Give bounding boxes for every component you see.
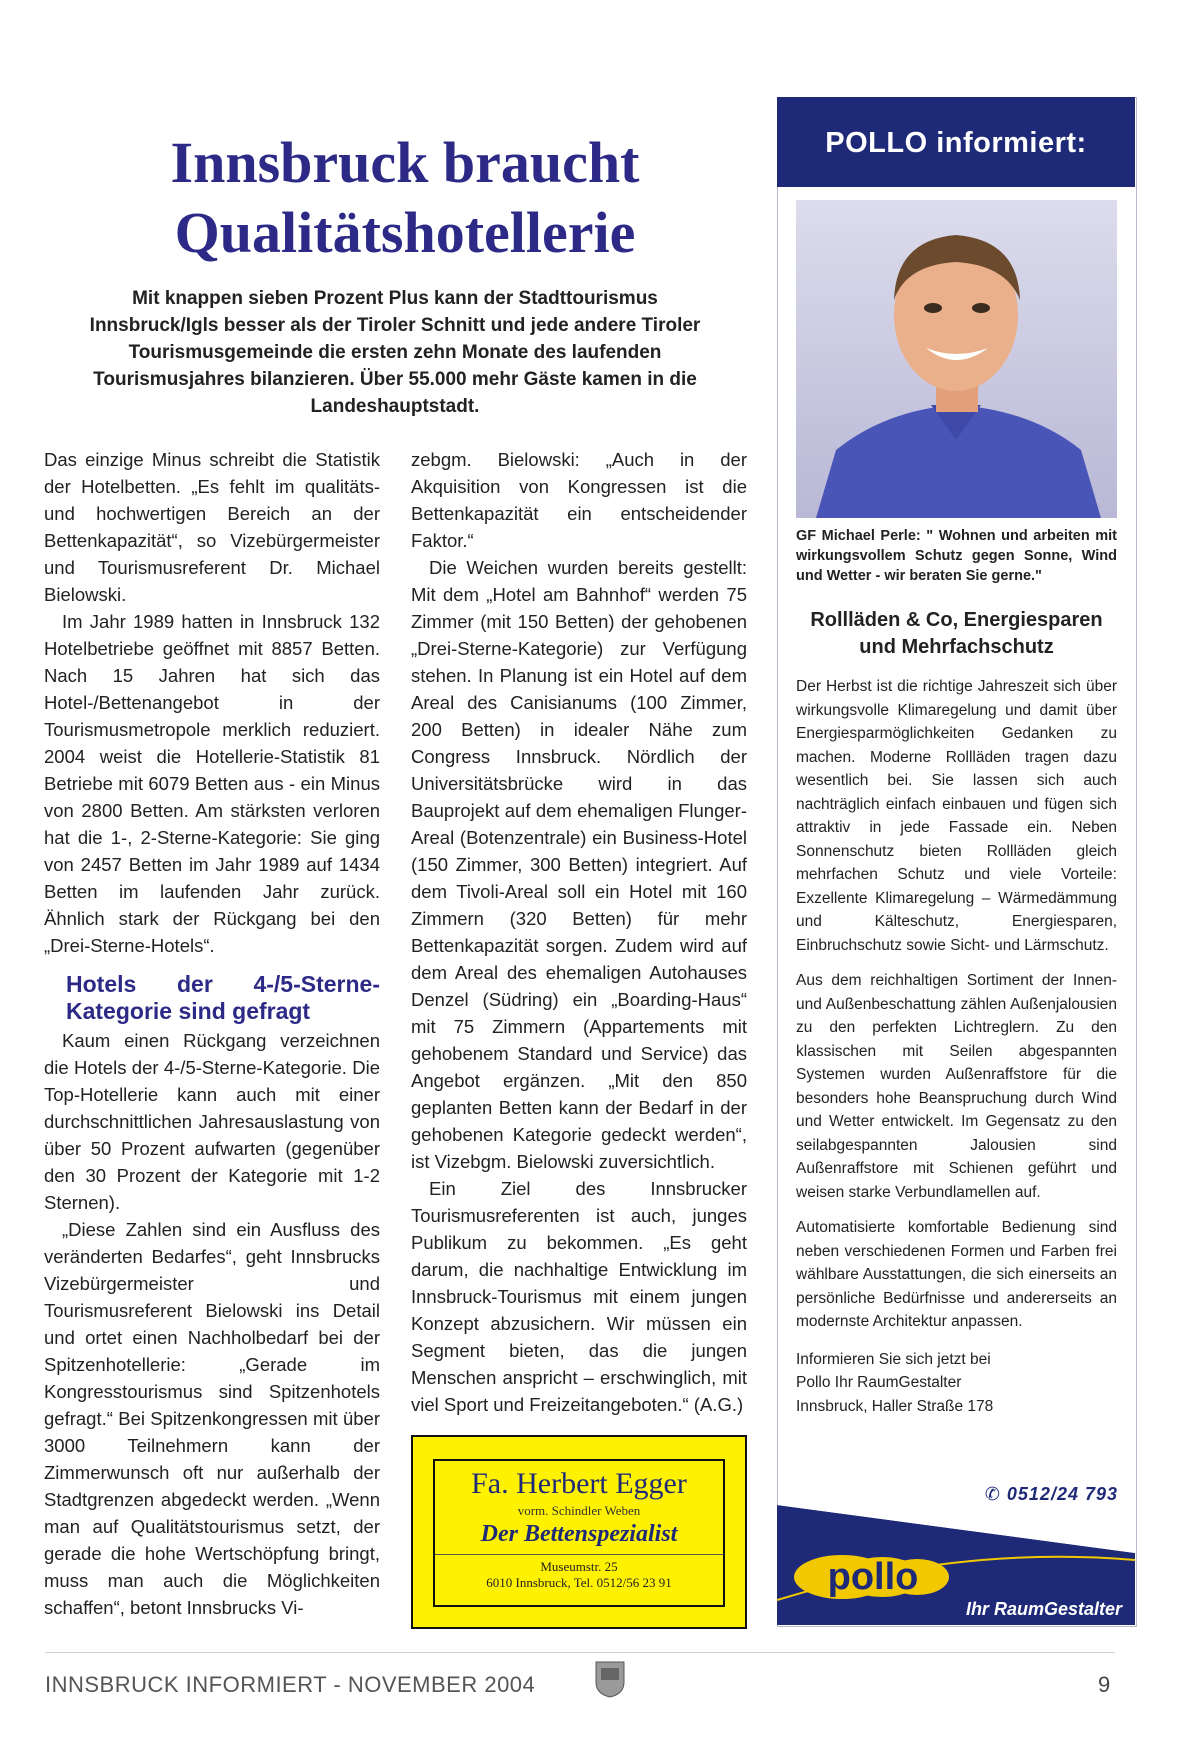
pollo-logo <box>777 1505 1135 1625</box>
contact-line: Innsbruck, Haller Straße 178 <box>796 1397 994 1415</box>
sidebar-paragraph: Automatisierte komfortable Bedienung sind neben verschiedenen Formen und Farben frei wählbare Ausstattungen, die sich einerseits an persönliche Bedürfnisse und andererseits an modernste Architektur anpassen. <box>796 1219 1117 1330</box>
paragraph: Die Weichen wurden bereits gestellt: Mit dem „Hotel am Bahnhof“ werden 75 Zimmer (mit 150 Betten) der gehobenen „Drei-Sterne-Kategorie) zur Verfügung stehen. In Planung ist ein Hotel auf dem Areal des Canisianums (100 Zimmer, 200 Betten) in idealer Nähe zum Congress Innsbruck. Nördlich der Universitätsbrücke wird in das Bauprojekt auf dem ehemaligen Flunger-Areal (Botenzentrale) ein Business-Hotel (150 Zimmer, 300 Betten) integriert. Auf dem Tivoli-Areal soll ein Hotel mit 160 Zimmern (320 Betten) für mehr Bettenkapazität sorgen. Zudem wird auf dem Areal des ehemaligen Autohauses Denzel (Südring) ein „Boarding-Haus“ mit 75 Zimmern (Appartements mit gehobenem Standard und Service) das Angebot ergänzen. „Mit den 850 geplanten Betten kann der Bedarf in der gehobenen Kategorie gedeckt werden“, ist Vizebgm. Bielowski zuversichtlich. <box>411 557 747 1172</box>
phone-number: ✆ 0512/24 793 <box>984 1484 1118 1504</box>
contact-line: Pollo Ihr RaumGestalter <box>796 1374 962 1391</box>
paragraph: zebgm. Bielowski: „Auch in der Akquisition von Kongressen ist die Bettenkapazität ein entscheidender Faktor.“ <box>411 449 747 551</box>
article-column-2 <box>411 446 747 1418</box>
ad-company-name: Fa. Herbert Egger <box>471 1467 687 1500</box>
sidebar-paragraph: Der Herbst ist die richtige Jahreszeit sich über wirkungsvolle Klimaregelung und damit über Energiesparmöglichkeiten Gedanken zu machen. Moderne Rollläden tragen dazu wesentlich bei. Sie lassen sich auch nachträglich einfach einbauen und fügen sich attraktiv in jede Fassade ein. Neben Sonnenschutz bieten Rollläden gleich mehrfachen Schutz und viele Vorteile: Exzellente Klimaregelung – Wärmedämmung und Kälteschutz, Energiesparen, Einbruchschutz sowie Sicht- und Lärmschutz. <box>796 678 1117 954</box>
logo-slogan: Ihr RaumGestalter <box>965 1599 1122 1619</box>
contact-line: Informieren Sie sich jetzt bei <box>796 1350 991 1368</box>
footer-publication: INNSBRUCK INFORMIERT - NOVEMBER 2004 <box>45 1672 536 1697</box>
page-number: 9 <box>1098 1672 1111 1697</box>
article-column-1 <box>44 446 380 1621</box>
portrait-photo <box>796 200 1117 518</box>
sidebar-header: POLLO informiert: <box>777 97 1135 187</box>
contact-info <box>796 1348 1117 1419</box>
ad-specialty: Der Bettenspezialist <box>480 1521 678 1547</box>
ad-city-phone: 6010 Innsbruck, Tel. 0512/56 23 91 <box>486 1575 672 1590</box>
sidebar-paragraph: Aus dem reichhaltigen Sortiment der Innen- und Außenbeschattung zählen Außenjalousien zu den perfekten Lichtreglern. Zu den klassischen mit Seilen abgespannten Systemen wurden Außenraffstore für die besonders hohe Beanspruchung durch Wind und Wetter entwickelt. Im Gegensatz zu den seilabgespannten Jalousien sind Außenraffstore mit Schienen geführt und weisen starke Verbundlamellen auf. <box>796 972 1117 1201</box>
paragraph: Im Jahr 1989 hatten in Innsbruck 132 Hotelbetriebe geöffnet mit 8857 Betten. Nach 15 Jahren hat sich das Hotel-/Bettenangebot in der Tourismusmetropole merklich reduziert. 2004 weist die Hotellerie-Statistik 81 Betriebe mit 6079 Betten aus - ein Minus von 2800 Betten. Am stärksten verloren hat die 1-, 2-Sterne-Kategorie: Sie ging von 2457 Betten im Jahr 1989 auf 1434 Betten im laufenden Jahr zurück. Ähnlich stark der Rückgang bei den „Drei-Sterne-Hotels“. <box>44 611 380 956</box>
ad-subtitle: vorm. Schindler Weben <box>517 1503 641 1518</box>
photo-caption: GF Michael Perle: " Wohnen und arbeiten mit wirkungsvollem Schutz gegen Sonne, Wind und Wetter - wir beraten Sie gerne." <box>796 528 1117 584</box>
paragraph: Kaum einen Rückgang verzeichnen die Hotels der 4-/5-Sterne-Kategorie. Die Top-Hotellerie kann auch mit einer durchschnittlichen Jahresauslastung von über 50 Prozent aufwarten (gegenüber den 30 Prozent der Kategorie mit 1-2 Sternen). <box>44 1030 380 1213</box>
ad-frame <box>433 1459 725 1607</box>
pollo-logo-band <box>777 1505 1135 1625</box>
sidebar-body <box>796 675 1117 1430</box>
article-lead: Mit knappen sieben Prozent Plus kann der Stadttourismus Innsbruck/Igls besser als der Tiroler Schnitt und jede andere Tiroler Tourismusgemeinde die ersten zehn Monate des laufenden Tourismusjahres bilanzieren. Über 55.000 mehr Gäste kamen in die Landeshauptstadt. <box>89 288 701 417</box>
section-subheading: Hotels der 4-/5-Sterne-Kategorie sind gefragt <box>66 971 380 1024</box>
logo-text: pollo <box>827 1556 919 1598</box>
paragraph: Ein Ziel des Innsbrucker Tourismusreferenten ist auch, junges Publikum zu bekommen. „Es geht darum, die nachhaltige Entwicklung im Innsbruck-Tourismus mit einem jungen Konzept abzusichern. Wir müssen ein Segment bieten, das die jungen Menschen anspricht – erschwinglich, mit viel Sport und Freizeitangeboten.“ (A.G.) <box>411 1178 747 1415</box>
ad-street: Museumstr. 25 <box>540 1559 618 1574</box>
portrait-illustration <box>796 200 1117 518</box>
egger-advertisement <box>411 1435 747 1629</box>
footer-divider <box>45 1652 1115 1653</box>
paragraph: Das einzige Minus schreibt die Statistik der Hotelbetten. „Es fehlt im qualitäts- und hochwertigen Bereich an der Bettenkapazität“, so Vizebürgermeister und Tourismusreferent Dr. Michael Bielowski. <box>44 449 380 605</box>
title-line-1: Innsbruck braucht <box>170 130 640 195</box>
title-line-2: Qualitätshotellerie <box>174 200 636 265</box>
article-title <box>90 128 720 268</box>
ad-address <box>435 1554 723 1591</box>
city-crest-icon <box>594 1660 626 1698</box>
sidebar-title: Rollläden & Co, Energiesparen und Mehrfachschutz <box>810 609 1103 658</box>
paragraph: „Diese Zahlen sind ein Ausfluss des veränderten Bedarfes“, geht Innsbrucks Vizebürgermeister und Tourismusreferent Bielowski ins Detail und ortet einen Nachholbedarf bei der Spitzenhotellerie: „Gerade im Kongresstourismus sind Spitzenhotels gefragt.“ Bei Spitzenkongressen mit über 3000 Teilnehmern kann der Zimmerwunsch oft nur außerhalb der Stadtgrenzen abgedeckt werden. „Wenn man auf Qualitätstourismus setzt, der gerade die hohe Wertschöpfung bringt, muss man auch die Möglichkeiten schaffen“, betont Innsbrucks Vi- <box>44 1219 380 1618</box>
